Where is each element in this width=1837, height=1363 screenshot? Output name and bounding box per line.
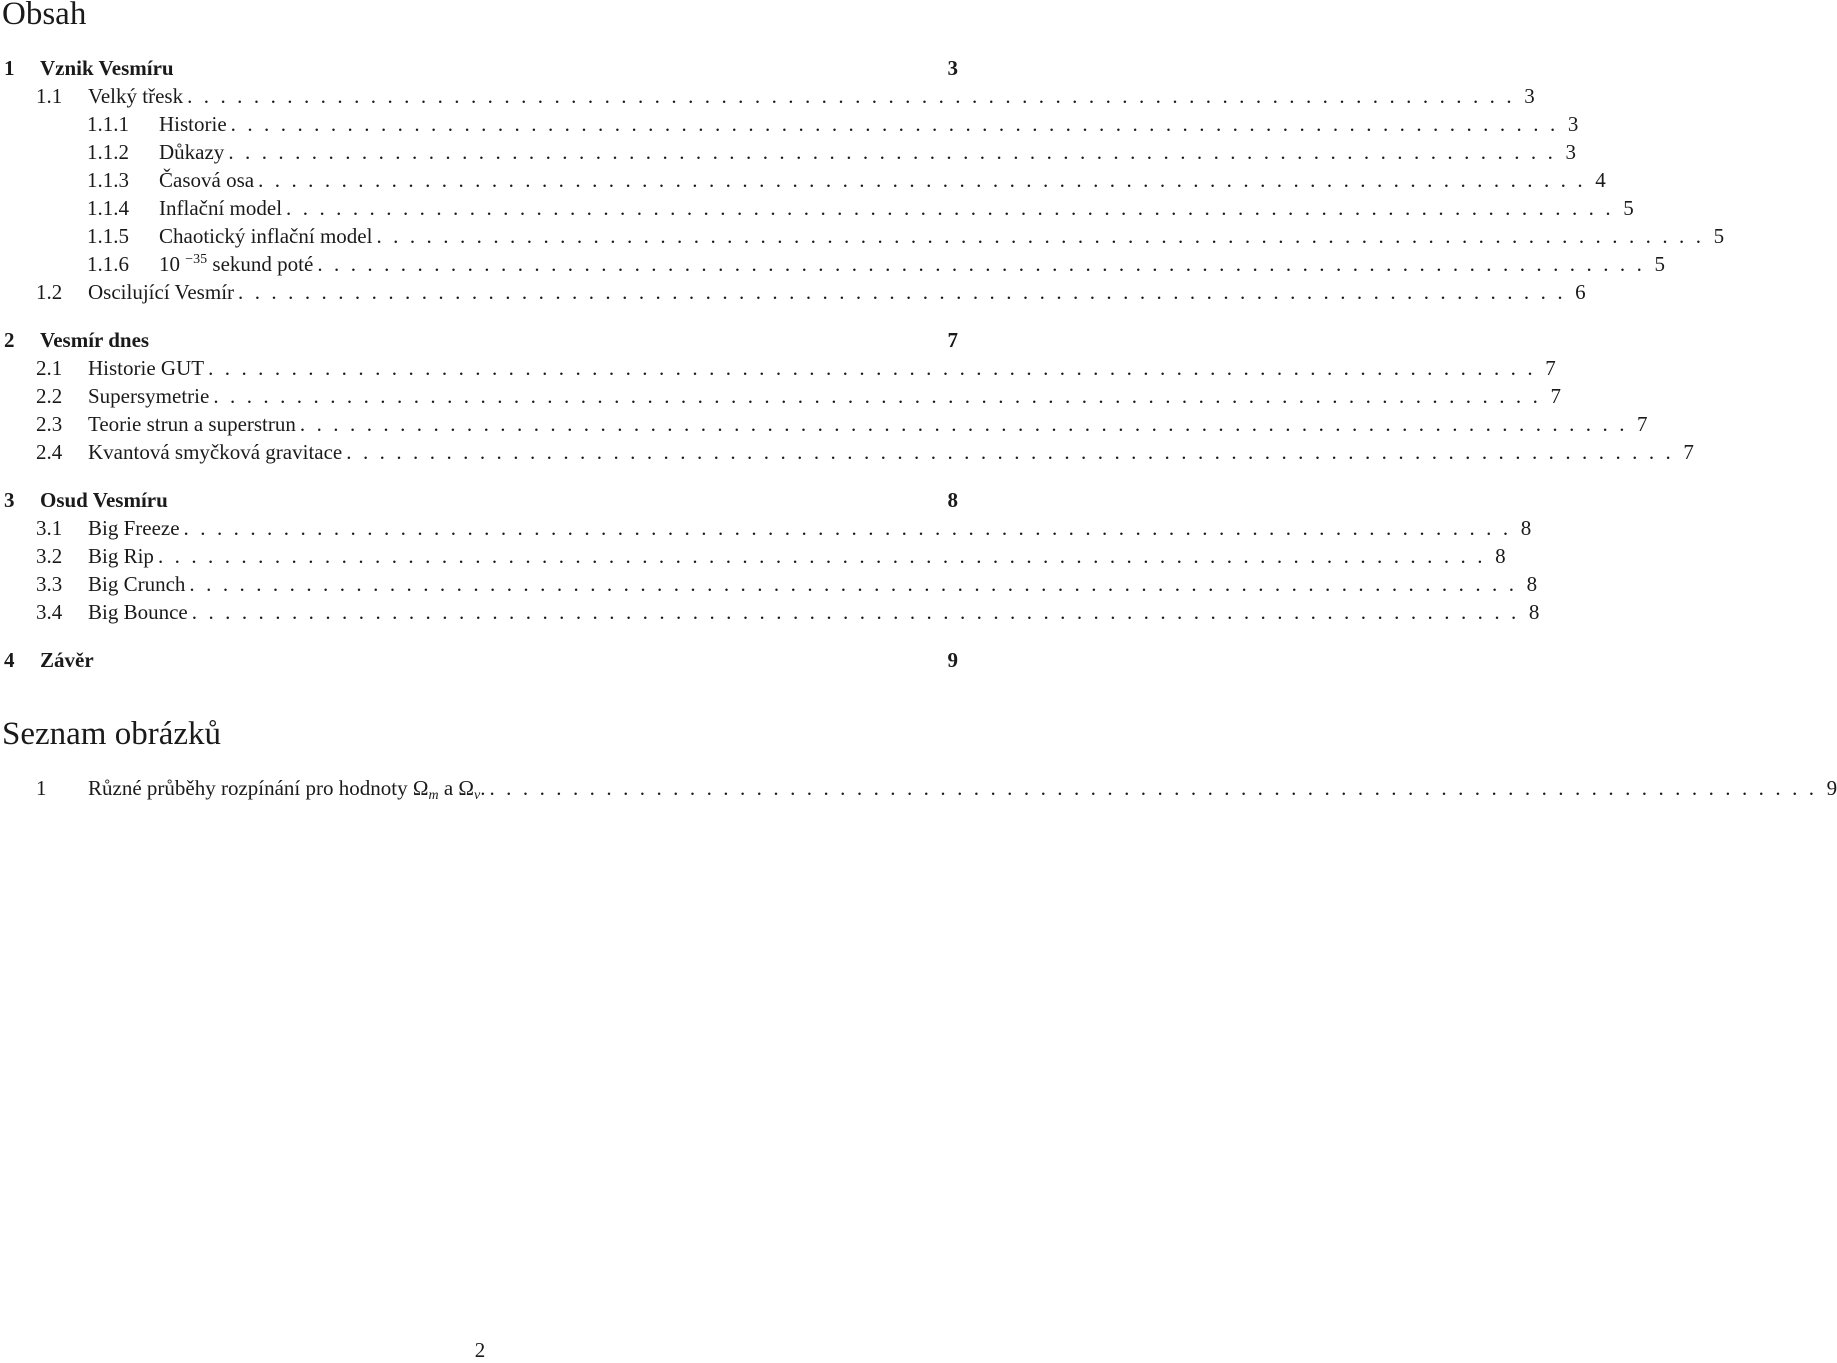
- toc-entry[interactable]: [0, 82, 1535, 110]
- leader-dots: . . . . . . . . . . . . . . . . . . . . . . . . . . . . . . . . . . . . . . . . . . . . . . . . . . . . . . . . . . . . . . . . . . . . . . . . . . . . . . . .: [183, 516, 1512, 540]
- toc-entry-title: Osud Vesmíru: [40, 488, 168, 512]
- toc-entry-number: 4: [4, 648, 15, 672]
- lof-entry-page: 9: [1826, 776, 1837, 800]
- toc-entry-page: 3: [1567, 112, 1579, 136]
- toc-entry-page: 7: [1683, 440, 1694, 464]
- toc-entry-number: 2.3: [36, 412, 63, 436]
- toc-heading: Obsah: [2, 0, 87, 32]
- toc-entry-number: 2.4: [36, 440, 63, 464]
- toc-entry[interactable]: [0, 110, 1579, 138]
- toc-entry-number: 2.2: [36, 384, 63, 408]
- leader-dots: . . . . . . . . . . . . . . . . . . . . . . . . . . . . . . . . . . . . . . . . . . . . . . . . . . . . . . . . . . . . . . . . . . . . . . . . . . . . . . . .: [238, 280, 1566, 304]
- toc-entry-title: Big Crunch: [88, 572, 186, 596]
- toc-entry[interactable]: [0, 194, 1634, 222]
- toc-entry-number: 1.1.6: [87, 252, 129, 276]
- page-number: 2: [474, 1338, 486, 1362]
- toc-entry[interactable]: [0, 166, 1606, 194]
- leader-dots: . . . . . . . . . . . . . . . . . . . . . . . . . . . . . . . . . . . . . . . . . . . . . . . . . . . . . . . . . . . . . . . . . . . . . . . . . . . . . . . .: [230, 112, 1559, 136]
- leader-dots: . . . . . . . . . . . . . . . . . . . . . . . . . . . . . . . . . . . . . . . . . . . . . . . . . . . . . . . . . . . . . . . . . . . . . . . . . . . . . . . .: [376, 224, 1705, 248]
- toc-entry-title: Big Bounce: [88, 600, 188, 624]
- toc-entry-number: 1.1.2: [87, 140, 129, 164]
- toc-entry-page: 7: [1545, 356, 1556, 380]
- toc-entry-title: Časová osa: [159, 168, 255, 192]
- toc-entry-number: 3.3: [36, 572, 63, 596]
- toc-entry[interactable]: [0, 278, 1586, 306]
- toc-entry-title: Důkazy: [159, 140, 225, 164]
- leader-dots: . . . . . . . . . . . . . . . . . . . . . . . . . . . . . . . . . . . . . . . . . . . . . . . . . . . . . . . . . . . . . . . . . . . . . . . . . . . . . . . .: [299, 412, 1628, 436]
- toc-entry[interactable]: [0, 250, 1665, 278]
- toc-entry-title: Big Freeze: [88, 516, 180, 540]
- toc-entry-title: Historie GUT: [88, 356, 205, 380]
- list-of-figures-heading: Seznam obrázků: [2, 716, 221, 752]
- toc-entry-number: 3: [4, 488, 15, 512]
- toc-entry-page: 9: [947, 648, 958, 672]
- leader-dots: . . . . . . . . . . . . . . . . . . . . . . . . . . . . . . . . . . . . . . . . . . . . . . . . . . . . . . . . . . . . . . . . . . . . . . . . . . . . . . . .: [228, 140, 1556, 164]
- leader-dots: . . . . . . . . . . . . . . . . . . . . . . . . . . . . . . . . . . . . . . . . . . . . . . . . . . . . . . . . . . . . . . . . . . . . . . . . . . . . . . . .: [213, 384, 1541, 408]
- toc-entry[interactable]: [0, 514, 1532, 542]
- toc-entry[interactable]: [0, 222, 1725, 250]
- leader-dots: . . . . . . . . . . . . . . . . . . . . . . . . . . . . . . . . . . . . . . . . . . . . . . . . . . . . . . . . . . . . . . . . . . . . . . . . . . . . . . . .: [187, 84, 1515, 108]
- toc-entry-page: 5: [1713, 224, 1725, 248]
- leader-dots: . . . . . . . . . . . . . . . . . . . . . . . . . . . . . . . . . . . . . . . . . . . . . . . . . . . . . . . . . . . . . . . . . . . . . . . . . . . . . . . .: [489, 776, 1818, 800]
- toc-entry-page: 5: [1654, 252, 1665, 276]
- leader-dots: . . . . . . . . . . . . . . . . . . . . . . . . . . . . . . . . . . . . . . . . . . . . . . . . . . . . . . . . . . . . . . . . . . . . . . . . . . . . . . . .: [191, 600, 1520, 624]
- toc-entry-number: 2.1: [36, 356, 63, 380]
- toc-entry-title: Velký třesk: [88, 84, 184, 108]
- toc-entry-title: 10 $^{-35}$ sekund poté: [159, 252, 314, 276]
- toc-entry-page: 5: [1623, 196, 1634, 220]
- toc-entry-title: Vesmír dnes: [40, 328, 150, 352]
- leader-dots: . . . . . . . . . . . . . . . . . . . . . . . . . . . . . . . . . . . . . . . . . . . . . . . . . . . . . . . . . . . . . . . . . . . . . . . . . . . . . . . .: [317, 252, 1645, 276]
- toc-entry-page: 4: [1595, 168, 1606, 192]
- toc-entry-page: 3: [1524, 84, 1535, 108]
- toc-entry-number: 2: [4, 328, 15, 352]
- toc-entry-title: Historie: [159, 112, 227, 136]
- leader-dots: . . . . . . . . . . . . . . . . . . . . . . . . . . . . . . . . . . . . . . . . . . . . . . . . . . . . . . . . . . . . . . . . . . . . . . . . . . . . . . . .: [189, 572, 1518, 596]
- toc-section[interactable]: [0, 486, 958, 514]
- toc-entry-number: 1.1.5: [87, 224, 129, 248]
- toc-section[interactable]: [0, 326, 958, 354]
- toc-entry[interactable]: [0, 570, 1538, 598]
- toc-entry-number: 1.1.3: [87, 168, 129, 192]
- toc-entry[interactable]: [0, 438, 1694, 466]
- toc-entry-title: Teorie strun a superstrun: [88, 412, 296, 436]
- toc-entry-title: Vznik Vesmíru: [40, 56, 174, 80]
- toc-entry-page: 3: [947, 56, 958, 80]
- toc-entry-number: 1.2: [36, 280, 63, 304]
- toc-entry-page: 8: [1495, 544, 1506, 568]
- toc-entry-page: 7: [1550, 384, 1561, 408]
- toc-entry-title: Kvantová smyčková gravitace: [88, 440, 343, 464]
- toc-entry-page: 7: [947, 328, 958, 352]
- toc-section[interactable]: [0, 646, 958, 674]
- leader-dots: . . . . . . . . . . . . . . . . . . . . . . . . . . . . . . . . . . . . . . . . . . . . . . . . . . . . . . . . . . . . . . . . . . . . . . . . . . . . . . . .: [208, 356, 1536, 380]
- toc-entry-title: Závěr: [40, 648, 94, 672]
- toc-entry[interactable]: [0, 138, 1576, 166]
- leader-dots: . . . . . . . . . . . . . . . . . . . . . . . . . . . . . . . . . . . . . . . . . . . . . . . . . . . . . . . . . . . . . . . . . . . . . . . . . . . . . . . .: [258, 168, 1586, 192]
- toc-entry-number: 1.1: [36, 84, 63, 108]
- toc-entry-title: Oscilující Vesmír: [88, 280, 235, 304]
- leader-dots: . . . . . . . . . . . . . . . . . . . . . . . . . . . . . . . . . . . . . . . . . . . . . . . . . . . . . . . . . . . . . . . . . . . . . . . . . . . . . . . .: [157, 544, 1486, 568]
- lof-entry[interactable]: [0, 774, 1837, 803]
- toc-entry-number: 3.1: [36, 516, 63, 540]
- lof-entry-number: 1: [36, 776, 47, 800]
- toc-section[interactable]: [0, 54, 958, 82]
- toc-entry-number: 3.4: [36, 600, 63, 624]
- toc-entry-number: 1: [4, 56, 15, 80]
- toc-entry-page: 6: [1575, 280, 1586, 304]
- toc-entry-title: Supersymetrie: [88, 384, 210, 408]
- toc-entry[interactable]: [0, 542, 1506, 570]
- toc-entry-page: 8: [947, 488, 958, 512]
- toc-entry[interactable]: [0, 410, 1648, 438]
- toc-entry[interactable]: [0, 354, 1556, 382]
- toc-entry-page: 7: [1637, 412, 1648, 436]
- toc-entry-number: 3.2: [36, 544, 63, 568]
- toc-entry-title: Chaotický inflační model: [159, 224, 373, 248]
- toc-entry-page: 8: [1528, 600, 1540, 624]
- lof-entry-title: Různé průběhy rozpínání pro hodnoty $\Omega_m$ a $\Omega_v$.: [88, 776, 486, 803]
- toc-entry-page: 8: [1520, 516, 1532, 540]
- toc-entry[interactable]: [0, 598, 1540, 626]
- toc-entry-number: 1.1.1: [87, 112, 129, 136]
- toc-entry[interactable]: [0, 382, 1561, 410]
- toc-entry-number: 1.1.4: [87, 196, 129, 220]
- toc-entry-page: 8: [1526, 572, 1538, 596]
- leader-dots: . . . . . . . . . . . . . . . . . . . . . . . . . . . . . . . . . . . . . . . . . . . . . . . . . . . . . . . . . . . . . . . . . . . . . . . . . . . . . . . .: [286, 196, 1614, 220]
- leader-dots: . . . . . . . . . . . . . . . . . . . . . . . . . . . . . . . . . . . . . . . . . . . . . . . . . . . . . . . . . . . . . . . . . . . . . . . . . . . . . . . .: [346, 440, 1674, 464]
- toc-entry-title: Big Rip: [88, 544, 154, 568]
- toc-entry-page: 3: [1565, 140, 1576, 164]
- toc-entry-title: Inflační model: [159, 196, 283, 220]
